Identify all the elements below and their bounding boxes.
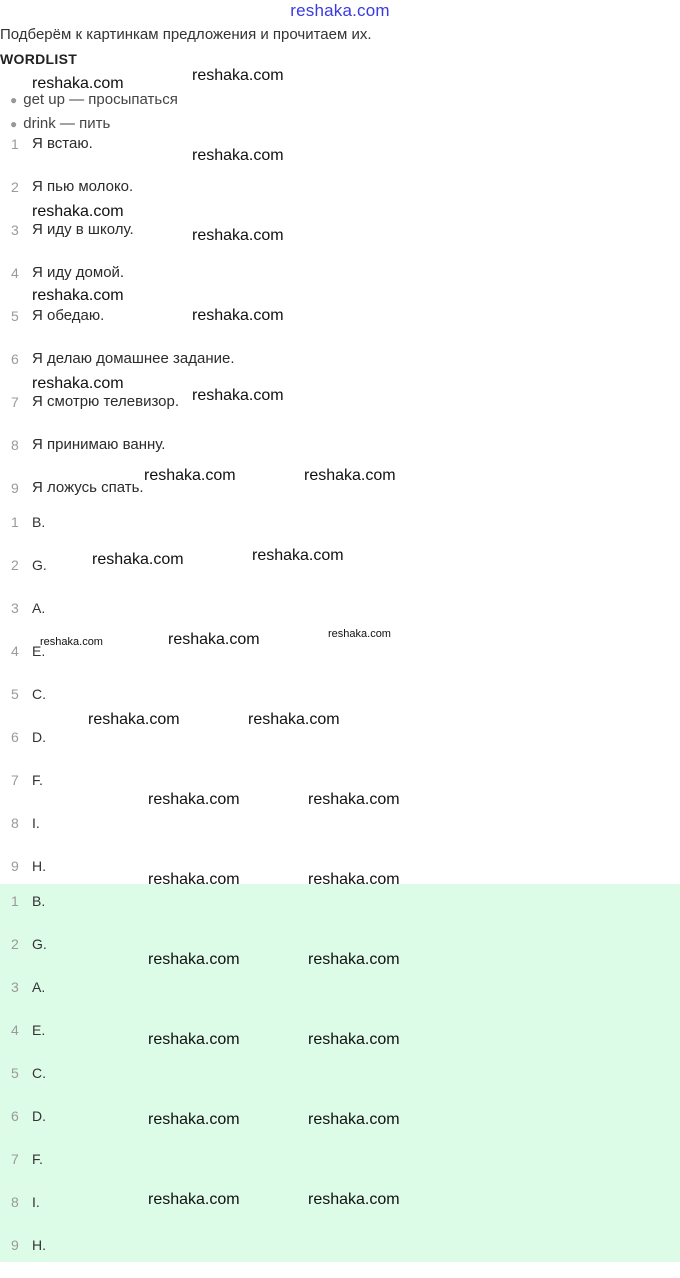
item-number: 2 xyxy=(11,936,19,952)
watermark: reshaka.com xyxy=(308,791,400,808)
match-letter: A. xyxy=(32,600,46,616)
site-link[interactable]: reshaka.com xyxy=(290,1,390,20)
list-item xyxy=(0,891,680,934)
item-number: 7 xyxy=(11,394,19,410)
answer-letter: C. xyxy=(32,1065,46,1081)
item-number: 6 xyxy=(11,729,19,745)
watermark: reshaka.com xyxy=(148,1031,240,1048)
sentence-text: Я иду в школу. xyxy=(32,221,134,238)
item-number: 9 xyxy=(11,858,19,874)
sentence-text: Я пью молоко. xyxy=(32,178,134,195)
item-number: 2 xyxy=(11,179,19,195)
item-number: 1 xyxy=(11,514,19,530)
list-item xyxy=(0,134,680,177)
site-header[interactable] xyxy=(0,0,680,20)
watermark: reshaka.com xyxy=(308,1111,400,1128)
bullet-icon: ● xyxy=(10,93,18,107)
list-item xyxy=(0,813,680,856)
watermark: reshaka.com xyxy=(192,67,284,84)
item-number: 2 xyxy=(11,557,19,573)
wordlist xyxy=(10,89,310,132)
watermark: reshaka.com xyxy=(148,1191,240,1208)
item-number: 4 xyxy=(11,1022,19,1038)
watermark: reshaka.com xyxy=(144,467,236,484)
list-item xyxy=(0,977,680,1020)
item-number: 5 xyxy=(11,686,19,702)
answer-letter: G. xyxy=(32,936,47,952)
watermark: reshaka.com xyxy=(308,1031,400,1048)
sentence-text: Я иду домой. xyxy=(32,264,125,281)
wordlist-item: ● get up — просыпаться xyxy=(10,91,178,108)
wordlist-title: WORDLIST xyxy=(0,51,78,67)
item-number: 1 xyxy=(11,893,19,909)
item-number: 6 xyxy=(11,351,19,367)
item-number: 3 xyxy=(11,600,19,616)
watermark: reshaka.com xyxy=(148,951,240,968)
match-letter: C. xyxy=(32,686,46,702)
sentence-text: Я делаю домашнее задание. xyxy=(32,350,235,367)
watermark: reshaka.com xyxy=(32,287,124,304)
watermark: reshaka.com xyxy=(148,791,240,808)
watermark: reshaka.com xyxy=(252,547,344,564)
watermark: reshaka.com xyxy=(32,75,124,92)
answer-letter: A. xyxy=(32,979,46,995)
watermark: reshaka.com xyxy=(192,227,284,244)
list-item xyxy=(0,727,680,770)
match-letter: H. xyxy=(32,858,46,874)
match-letter: B. xyxy=(32,514,46,530)
answer-letter: I. xyxy=(32,1194,40,1210)
answer-letter: E. xyxy=(32,1022,46,1038)
item-number: 3 xyxy=(11,222,19,238)
watermark: reshaka.com xyxy=(148,871,240,888)
item-number: 7 xyxy=(11,772,19,788)
item-number: 6 xyxy=(11,1108,19,1124)
item-number: 9 xyxy=(11,480,19,496)
watermark: reshaka.com xyxy=(308,951,400,968)
watermark: reshaka.com xyxy=(192,147,284,164)
watermark: reshaka.com xyxy=(88,711,180,728)
watermark: reshaka.com xyxy=(92,551,184,568)
item-number: 8 xyxy=(11,815,19,831)
list-item xyxy=(0,1063,680,1106)
list-item xyxy=(0,392,680,435)
item-number: 1 xyxy=(11,136,19,152)
item-number: 7 xyxy=(11,1151,19,1167)
watermark: reshaka.com xyxy=(40,636,103,648)
answer-letter: D. xyxy=(32,1108,46,1124)
match-letter: E. xyxy=(32,643,46,659)
item-number: 5 xyxy=(11,1065,19,1081)
watermark: reshaka.com xyxy=(304,467,396,484)
match-letter: I. xyxy=(32,815,40,831)
item-number: 4 xyxy=(11,643,19,659)
item-number: 4 xyxy=(11,265,19,281)
item-number: 8 xyxy=(11,1194,19,1210)
match-letter: D. xyxy=(32,729,46,745)
item-number: 9 xyxy=(11,1237,19,1253)
answer-letter: F. xyxy=(32,1151,43,1167)
sentence-text: Я смотрю телевизор. xyxy=(32,393,180,410)
list-item xyxy=(0,306,680,349)
sentence-text: Я обедаю. xyxy=(32,307,105,324)
wordlist-item: ● drink — пить xyxy=(10,115,111,132)
watermark: reshaka.com xyxy=(32,375,124,392)
match-letter: G. xyxy=(32,557,47,573)
list-item xyxy=(0,220,680,263)
sentence-text: Я встаю. xyxy=(32,135,93,152)
watermark: reshaka.com xyxy=(328,628,391,640)
item-number: 3 xyxy=(11,979,19,995)
list-item xyxy=(0,1235,680,1278)
bullet-icon: ● xyxy=(10,117,18,131)
item-number: 8 xyxy=(11,437,19,453)
watermark: reshaka.com xyxy=(192,387,284,404)
task-instruction: Подберём к картинкам предложения и прочитаем их. xyxy=(0,26,372,43)
watermark: reshaka.com xyxy=(192,307,284,324)
watermark: reshaka.com xyxy=(308,871,400,888)
watermark: reshaka.com xyxy=(248,711,340,728)
watermark: reshaka.com xyxy=(148,1111,240,1128)
sentence-text: Я принимаю ванну. xyxy=(32,436,166,453)
answer-letter: B. xyxy=(32,893,46,909)
item-number: 5 xyxy=(11,308,19,324)
watermark: reshaka.com xyxy=(308,1191,400,1208)
list-item xyxy=(0,1149,680,1192)
answer-letter: H. xyxy=(32,1237,46,1253)
watermark: reshaka.com xyxy=(32,203,124,220)
watermark: reshaka.com xyxy=(168,631,260,648)
match-letter: F. xyxy=(32,772,43,788)
sentence-text: Я ложусь спать. xyxy=(32,479,144,496)
